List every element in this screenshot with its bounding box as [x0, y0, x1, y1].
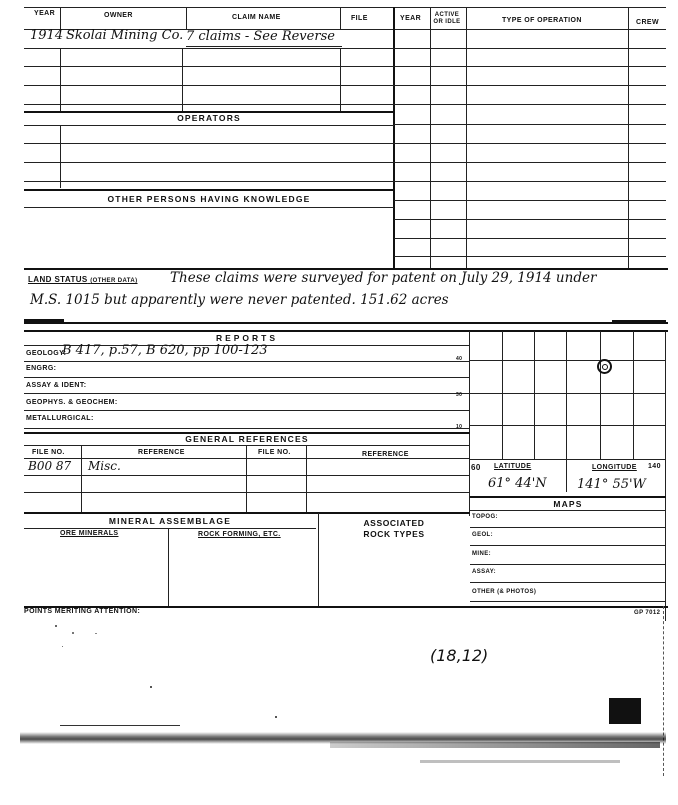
report-label-geology: GEOLOGY:	[26, 350, 67, 357]
land-status-line-2: M.S. 1015 but apparently were never patented. 151.62 acres	[30, 292, 449, 308]
report-label-metallurgical: METALLURGICAL:	[26, 415, 94, 422]
map-row-geol: GEOL:	[472, 532, 493, 538]
lon-suffix: 140	[648, 463, 661, 470]
latitude-label: LATITUDE	[494, 463, 532, 470]
reports-heading: REPORTS	[215, 333, 279, 343]
header-file: FILE	[351, 15, 368, 22]
header-active-or-idle: ACTIVE OR IDLE	[433, 12, 461, 25]
map-row-mine: MINE:	[472, 551, 491, 557]
report-label-engrg: ENGRG:	[26, 365, 57, 372]
header-year: YEAR	[34, 10, 56, 17]
rock-forming-label: ROCK FORMING, ETC.	[198, 531, 281, 538]
map-row-assay: ASSAY:	[472, 569, 497, 575]
lat-prefix: 60	[471, 463, 481, 472]
report-num-geophys: 30	[456, 392, 463, 398]
ore-minerals-label: ORE MINERALS	[60, 530, 119, 537]
entry-owner: Skolai Mining Co.	[66, 28, 184, 43]
points-label: POINTS MERITING ATTENTION:	[24, 608, 141, 615]
entry-year: 1914	[30, 28, 64, 43]
ref-entry-reference: Misc.	[88, 459, 121, 473]
form-number: GP 7012	[634, 610, 661, 616]
longitude-label: LONGITUDE	[592, 464, 637, 471]
report-num-geology: 40	[456, 356, 463, 362]
mineral-assemblage-heading: MINERAL ASSEMBLAGE	[108, 516, 232, 526]
land-status-title: LAND STATUS	[28, 275, 88, 284]
map-row-topog: TOPOG:	[472, 514, 498, 520]
map-row-other: OTHER (& PHOTOS)	[472, 589, 537, 595]
report-num-metallurgical: 10	[456, 424, 463, 430]
ref-header-reference-2: REFERENCE	[362, 451, 409, 458]
latitude-value: 61° 44'N	[488, 476, 547, 491]
header-type-of-operation: TYPE OF OPERATION	[502, 17, 582, 24]
operators-heading: OPERATORS	[177, 113, 241, 123]
associated-label: ASSOCIATED	[363, 518, 425, 528]
longitude-value: 141° 55'W	[577, 477, 646, 492]
entry-claim-name: 7 claims - See Reverse	[186, 29, 335, 44]
header-year-2: YEAR	[400, 15, 422, 22]
report-label-assay: ASSAY & IDENT:	[26, 382, 87, 389]
other-persons-heading: OTHER PERSONS HAVING KNOWLEDGE	[107, 194, 311, 204]
location-marker	[597, 359, 612, 374]
header-owner: OWNER	[104, 12, 133, 19]
rock-types-label: ROCK TYPES	[363, 529, 425, 539]
ref-entry-file-no: B00 87	[28, 459, 72, 473]
ref-header-file-no: FILE NO.	[32, 449, 65, 456]
header-crew: CREW	[636, 19, 659, 26]
land-status-sublabel: (OTHER DATA)	[90, 278, 138, 284]
land-status-label	[28, 275, 138, 284]
handwritten-note: (18,12)	[430, 646, 489, 665]
dark-block	[609, 698, 641, 724]
land-status-line-1: These claims were surveyed for patent on July 29, 1914 under	[170, 270, 597, 286]
maps-heading: MAPS	[553, 499, 583, 509]
general-references-heading: GENERAL REFERENCES	[185, 434, 309, 444]
report-value-geology: B 417, p.57, B 620, pp 100-123	[62, 343, 268, 358]
ref-header-file-no-2: FILE NO.	[258, 449, 291, 456]
ref-header-reference: REFERENCE	[138, 449, 185, 456]
header-claim-name: CLAIM NAME	[232, 14, 281, 21]
report-label-geophys: GEOPHYS. & GEOCHEM:	[26, 399, 118, 406]
